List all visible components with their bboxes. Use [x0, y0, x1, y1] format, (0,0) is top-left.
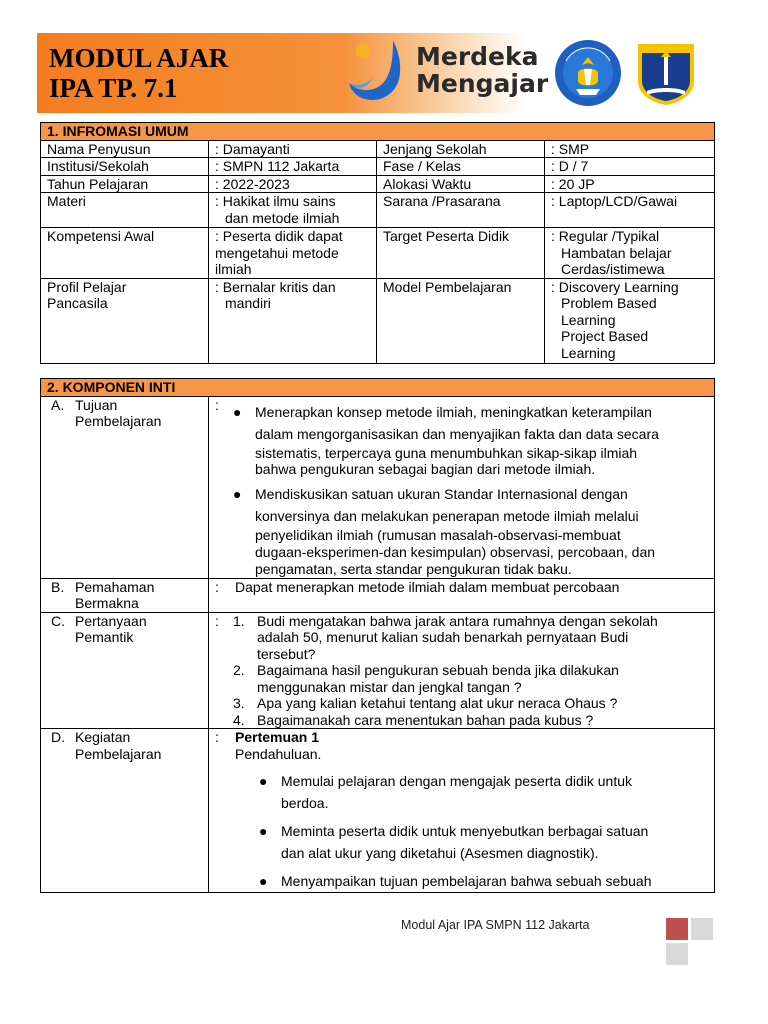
text-line: Memulai pelajaran dengan mengajak peserta didik untuk	[281, 773, 632, 789]
table-row	[41, 396, 715, 578]
item-number: 3.	[233, 695, 245, 711]
value-line: mandiri	[225, 295, 271, 311]
text-line: Mendiskusikan satuan ukuran Standar Internasional dengan	[255, 485, 628, 502]
value-line: Learning	[561, 344, 616, 361]
colon: :	[215, 612, 219, 629]
list-item: ● Menyampaikan tujuan pembelajaran bahwa sebuah sebuah	[251, 870, 708, 892]
value-line: mengetahui metode	[215, 244, 339, 261]
table-row	[41, 140, 715, 158]
label-cell	[41, 278, 209, 363]
table-row	[41, 729, 715, 893]
label-line: Bermakna	[75, 595, 139, 611]
table-row	[41, 578, 715, 612]
tut-wuri-handayani-seal-icon	[554, 39, 622, 107]
content-cell	[209, 578, 715, 612]
label-cell	[41, 612, 209, 729]
general-info-table	[40, 122, 715, 364]
table-row	[41, 175, 715, 193]
label-line: Pembelajaran	[75, 413, 162, 429]
header-banner	[37, 33, 715, 113]
label-cell	[41, 396, 209, 578]
value-cell: : Laptop/LCD/Gawai	[545, 193, 715, 228]
row-letter: B.	[51, 578, 65, 595]
label-cell: Target Peserta Didik	[377, 228, 545, 279]
value-line: Problem Based	[561, 295, 657, 311]
text-line: penyelidikan ilmiah (rumusan masalah-observasi-membuat	[255, 526, 621, 543]
label-cell: Nama Penyusun	[41, 140, 209, 158]
footer-text: Modul Ajar IPA SMPN 112 Jakarta	[401, 918, 590, 932]
content-cell	[209, 729, 715, 893]
value-cell	[209, 278, 377, 363]
footer-decoration-square	[666, 943, 688, 965]
text-line: tersebut?	[257, 645, 316, 662]
label-cell	[41, 578, 209, 612]
list-item	[231, 662, 708, 695]
label-cell: Institusi/Sekolah	[41, 158, 209, 176]
brand-line-2: Mengajar	[416, 69, 549, 98]
footer-decoration-square	[691, 918, 713, 940]
colon: :	[215, 729, 219, 745]
value-line: : Hakikat ilmu sains	[215, 193, 336, 209]
table-row	[41, 228, 715, 279]
text-line: Bagaimana hasil pengukuran sebuah benda jika dilakukan	[257, 662, 619, 678]
list-item: ● Memulai pelajaran dengan mengajak peserta didik untuk berdoa.	[251, 770, 708, 814]
merdeka-mengajar-logo-icon	[347, 37, 409, 111]
colon: :	[215, 396, 219, 413]
list-item	[231, 712, 708, 729]
meaningful-understanding-text: Dapat menerapkan metode ilmiah dalam membuat percobaan	[235, 578, 620, 595]
table-row	[41, 193, 715, 228]
label-cell: Alokasi Waktu	[377, 175, 545, 193]
label-cell: Tahun Pelajaran	[41, 175, 209, 193]
value-cell: : SMP	[545, 140, 715, 158]
label-line: Pertanyaan	[75, 612, 147, 629]
text-line: adalah 50, menurut kalian sudah benarkah pernyataan Budi	[257, 629, 629, 645]
label-line: Pancasila	[47, 295, 108, 311]
text-line: dugaan-eksperimen-dan kesimpulan) observasi, percobaan, dan	[255, 543, 656, 560]
module-title	[49, 43, 228, 103]
jakarta-jaya-raya-seal-icon	[635, 41, 697, 107]
value-line: : Regular /Typikal	[551, 228, 660, 244]
text-line: Apa yang kalian ketahui tentang alat ukur neraca Ohaus ?	[257, 695, 618, 711]
label-line: Profil Pelajar	[47, 278, 127, 295]
value-cell	[545, 228, 715, 279]
row-letter: A.	[51, 396, 65, 413]
label-cell: Jenjang Sekolah	[377, 140, 545, 158]
row-letter: C.	[51, 612, 65, 629]
value-cell: : Damayanti	[209, 140, 377, 158]
value-line: : Bernalar kritis dan	[215, 278, 336, 295]
value-cell: : 2022-2023	[209, 175, 377, 193]
text-line: menggunakan mistar dan jengkal tangan ?	[257, 678, 522, 695]
item-number: 1.	[233, 612, 245, 629]
text-line: Menyampaikan tujuan pembelajaran bahwa sebuah sebuah	[281, 873, 652, 889]
text-line: dalam mengorganisasikan dan menyajikan fakta dan data secara	[255, 425, 659, 442]
text-line: Meminta peserta didik untuk menyebutkan berbagai satuan	[281, 823, 649, 839]
item-number: 2.	[233, 662, 245, 678]
brand-line-1: Merdeka	[416, 42, 539, 71]
table-row	[41, 158, 715, 176]
text-line: Bagaimanakah cara menentukan bahan pada kubus ?	[257, 711, 594, 728]
label-line: Tujuan	[75, 396, 118, 413]
text-line: bahwa pengukuran sebagai bagian dari metode ilmiah.	[255, 460, 596, 477]
value-line: Project Based	[561, 328, 649, 344]
list-item: ● Mendiskusikan satuan ukuran Standar Internasional dengan konversinya dan melakukan penerapan metode ilmiah melalui penyelidikan ilmiah (rumusan masalah-observasi-membuat dugaan-eksperimen-dan kesimpulan) observasi, percobaan, dan pengamatan, serta standar pengukuran tidak baku.	[225, 483, 708, 578]
title-line-1: MODUL AJAR	[49, 43, 229, 73]
value-cell	[545, 278, 715, 363]
list-item: ● Menerapkan konsep metode ilmiah, meningkatkan keterampilan dalam mengorganisasikan dan menyajikan fakta dan data secara sistematis, terpercaya guna menumbuhkan sikap-sikap ilmiah bahwa pengukuran sebagai bagian dari metode ilmiah.	[225, 401, 708, 477]
colon: :	[215, 578, 219, 595]
value-line: dan metode ilmiah	[225, 209, 340, 226]
intro-heading: Pendahuluan.	[235, 745, 322, 762]
label-cell: Model Pembelajaran	[377, 278, 545, 363]
list-item	[231, 695, 708, 712]
title-line-2: IPA TP. 7.1	[49, 73, 178, 103]
list-item	[231, 613, 708, 663]
value-line: Cerdas/istimewa	[561, 261, 665, 277]
value-line: : Discovery Learning	[551, 278, 679, 295]
merdeka-mengajar-wordmark	[416, 43, 548, 97]
meeting-title: Pertemuan 1	[235, 729, 320, 745]
text-line: Budi mengatakan bahwa jarak antara rumahnya dengan sekolah	[257, 612, 658, 629]
table-row	[41, 612, 715, 729]
label-cell: Fase / Kelas	[377, 158, 545, 176]
list-item: ● Meminta peserta didik untuk menyebutkan berbagai satuan dan alat ukur yang diketahui (Asesmen diagnostik).	[251, 820, 708, 864]
label-line: Pemahaman	[75, 578, 155, 595]
value-cell	[209, 228, 377, 279]
label-line: Pembelajaran	[75, 745, 162, 762]
label-cell: Sarana /Prasarana	[377, 193, 545, 228]
text-line: Menerapkan konsep metode ilmiah, meningkatkan keterampilan	[255, 403, 652, 420]
value-cell: : SMPN 112 Jakarta	[209, 158, 377, 176]
text-line: konversinya dan melakukan penerapan metode ilmiah melalui	[255, 507, 639, 524]
text-line: dan alat ukur yang diketahui (Asesmen diagnostik).	[281, 845, 599, 861]
content-cell	[209, 612, 715, 729]
text-line: berdoa.	[281, 795, 329, 811]
value-line: : Peserta didik dapat	[215, 228, 343, 244]
label-cell: Materi	[41, 193, 209, 228]
value-cell: : D / 7	[545, 158, 715, 176]
value-line: Hambatan belajar	[561, 244, 672, 261]
core-components-table	[40, 378, 715, 893]
label-line: Pemantik	[75, 629, 134, 645]
value-line: ilmiah	[215, 261, 252, 277]
text-line: pengamatan, serta standar pengukuran tidak baku.	[255, 560, 572, 577]
row-letter: D.	[51, 729, 65, 745]
value-cell	[209, 193, 377, 228]
table-row	[41, 278, 715, 363]
label-cell	[41, 729, 209, 893]
section-2-title: 2. KOMPONEN INTI	[41, 379, 715, 397]
label-line: Kegiatan	[75, 729, 131, 745]
item-number: 4.	[233, 711, 245, 728]
content-cell	[209, 396, 715, 578]
footer-decoration-square	[666, 918, 688, 940]
label-cell: Kompetensi Awal	[41, 228, 209, 279]
section-1-title: 1. INFROMASI UMUM	[41, 123, 715, 141]
value-line: Learning	[561, 311, 616, 328]
value-cell: : 20 JP	[545, 175, 715, 193]
text-line: sistematis, terpercaya guna menumbuhkan sikap-sikap ilmiah	[255, 444, 638, 461]
